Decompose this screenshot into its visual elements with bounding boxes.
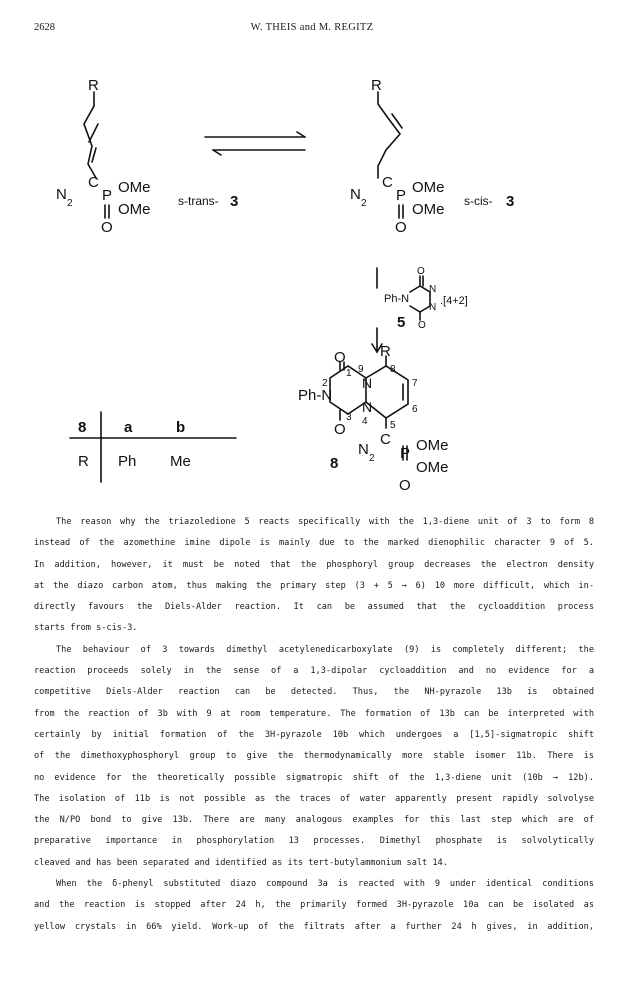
table-header-a: a bbox=[124, 419, 133, 436]
left-p-label: P bbox=[102, 187, 113, 204]
paragraph-2-line-10: preparative importance in phosphorylation 13 processes. Dimethyl phosphate is solvolytically bbox=[34, 836, 594, 847]
table-header-compound: 8 bbox=[78, 419, 87, 436]
body-text bbox=[34, 512, 594, 938]
paragraph-3-line-3: yellow crystals in 66% yield. Work-up of the filtrats after a further 24 h gives, in addition, bbox=[34, 921, 594, 932]
paragraph-2-line-11: cleaved and has been separated and identified as its tert-butylammonium salt 14. bbox=[34, 857, 448, 868]
product-n2-label: N bbox=[358, 441, 369, 458]
product-n-upper: N bbox=[362, 375, 373, 391]
left-n2-subscript: 2 bbox=[67, 198, 73, 209]
ring-number-9: 9 bbox=[358, 364, 364, 375]
product-ome-bottom: OMe bbox=[416, 459, 449, 476]
right-n2-label: N bbox=[350, 186, 361, 203]
ring-number-8: 8 bbox=[390, 364, 396, 375]
ring-number-7: 7 bbox=[412, 378, 418, 389]
ring-number-6: 6 bbox=[412, 404, 418, 415]
left-c-label: C bbox=[88, 174, 99, 191]
reagent-top-o: O bbox=[417, 266, 425, 277]
ring-number-4: 4 bbox=[362, 416, 368, 427]
reagent-n-top: N bbox=[429, 284, 437, 295]
product-ome-top: OMe bbox=[416, 437, 449, 454]
right-n2-subscript: 2 bbox=[361, 198, 367, 209]
reagent-bottom-o: O bbox=[418, 320, 426, 331]
table-cell-a: Ph bbox=[118, 453, 137, 470]
paragraph-2-line-7: no evidence for the theoretically possible sigmatropic shift of the 1,3-diene unit (10b → 12b). bbox=[34, 772, 594, 783]
paragraph-1-line-6: starts from s-cis-3. bbox=[34, 623, 138, 634]
reaction-scheme bbox=[0, 56, 624, 496]
product-bottom-o: O bbox=[334, 421, 346, 438]
right-c-label: C bbox=[382, 174, 393, 191]
right-o-label: O bbox=[395, 219, 407, 236]
paragraph-2-line-5: certainly by initial formation of the 3H-pyrazole 10b which undergoes a [1,5]-sigmatropic shift bbox=[34, 729, 594, 740]
paragraph-3-line-2: and the reaction is stopped after 24 h, the primarily formed 3H-pyrazole 10a can be isolated as bbox=[34, 900, 594, 911]
left-ome-bottom: OMe bbox=[118, 201, 151, 218]
reagent-compound-number: 5 bbox=[397, 314, 406, 331]
reagent-n-bottom: N bbox=[429, 302, 437, 313]
paragraph-2-line-4: from the reaction of 3b with 9 at room temperature. The formation of 13b can be interpreted with bbox=[34, 708, 594, 719]
right-r-label: R bbox=[371, 77, 382, 94]
product-o-label: O bbox=[399, 477, 411, 494]
product-r-label: R bbox=[380, 343, 391, 360]
paragraph-2-line-2: reaction proceeds solely in the sense of a 1,3-dipolar cycloaddition and no evidence for a bbox=[34, 666, 594, 677]
paragraph-1-line-2: instead of the azomethine imine dipole is mainly due to the marked dienophilic character 9 of 5. bbox=[34, 538, 594, 549]
product-n-lower: N bbox=[362, 399, 373, 415]
paragraph-2-line-9: the N/PO bond to give 13b. There are many analogous examples for this last step which are of bbox=[34, 815, 594, 826]
ring-number-2: 2 bbox=[322, 378, 328, 389]
paragraph-1-line-5: directly favours the Diels-Alder reaction. It can be assumed that the cycloaddition process bbox=[34, 602, 594, 613]
right-p-label: P bbox=[396, 187, 407, 204]
right-ome-top: OMe bbox=[412, 179, 445, 196]
product-compound-number: 8 bbox=[330, 455, 339, 472]
left-r-label: R bbox=[88, 77, 99, 94]
right-ome-bottom: OMe bbox=[412, 201, 445, 218]
paragraph-2-line-3: competitive Diels-Alder reaction can be detected. Thus, the NH-pyrazole 13b is obtained bbox=[34, 687, 594, 698]
left-ome-top: OMe bbox=[118, 179, 151, 196]
paragraph-2-line-6: of the dimethoxyphosphoryl group to give the thermodynamically more stable isomer 11b. There is bbox=[34, 751, 594, 762]
table-row-label: R bbox=[78, 453, 89, 470]
product-c-label: C bbox=[380, 431, 391, 448]
s-cis-label: s-cis- bbox=[464, 194, 493, 208]
product-p-label: P bbox=[400, 445, 411, 462]
paragraph-2-line-1: The behaviour of 3 towards dimethyl acetylenedicarboxylate (9) is completely different; the bbox=[56, 644, 594, 655]
product-top-o: O bbox=[334, 349, 346, 366]
paragraph-3-line-1: When the δ-phenyl substituted diazo compound 3a is reacted with 9 under identical conditions bbox=[56, 879, 594, 890]
ring-number-5: 5 bbox=[390, 420, 396, 431]
cycloaddition-label: .[4+2] bbox=[440, 295, 468, 307]
table-cell-b: Me bbox=[170, 453, 191, 470]
s-trans-label: s-trans- bbox=[178, 194, 219, 208]
ring-number-3: 3 bbox=[346, 412, 352, 423]
paragraph-2-line-8: The isolation of 11b is not possible as the traces of water apparently present rapidly solvolyse bbox=[34, 793, 594, 804]
paragraph-1-line-1: The reason why the triazoledione 5 reacts specifically with the 1,3-diene unit of 3 to form 8 bbox=[56, 517, 594, 527]
page-header-authors: W. THEIS and M. REGITZ bbox=[250, 22, 374, 33]
table-header-b: b bbox=[176, 419, 186, 436]
product-n2-subscript: 2 bbox=[369, 453, 375, 464]
left-compound-number: 3 bbox=[230, 193, 239, 210]
reagent-ph-n: Ph-N bbox=[384, 293, 410, 305]
product-ph-n: Ph-N bbox=[298, 387, 333, 404]
right-compound-number: 3 bbox=[506, 193, 515, 210]
ring-number-1: 1 bbox=[346, 368, 352, 379]
page-number: 2628 bbox=[34, 22, 55, 33]
left-n2-label: N bbox=[56, 186, 67, 203]
left-o-label: O bbox=[101, 219, 113, 236]
paragraph-1-line-4: at the diazo carbon atom, thus making the primary step (3 + 5 → 6) 10 more difficult, which in- bbox=[34, 580, 594, 591]
paragraph-1-line-3: In addition, however, it must be noted that the phosphoryl group decreases the electron density bbox=[34, 559, 594, 570]
